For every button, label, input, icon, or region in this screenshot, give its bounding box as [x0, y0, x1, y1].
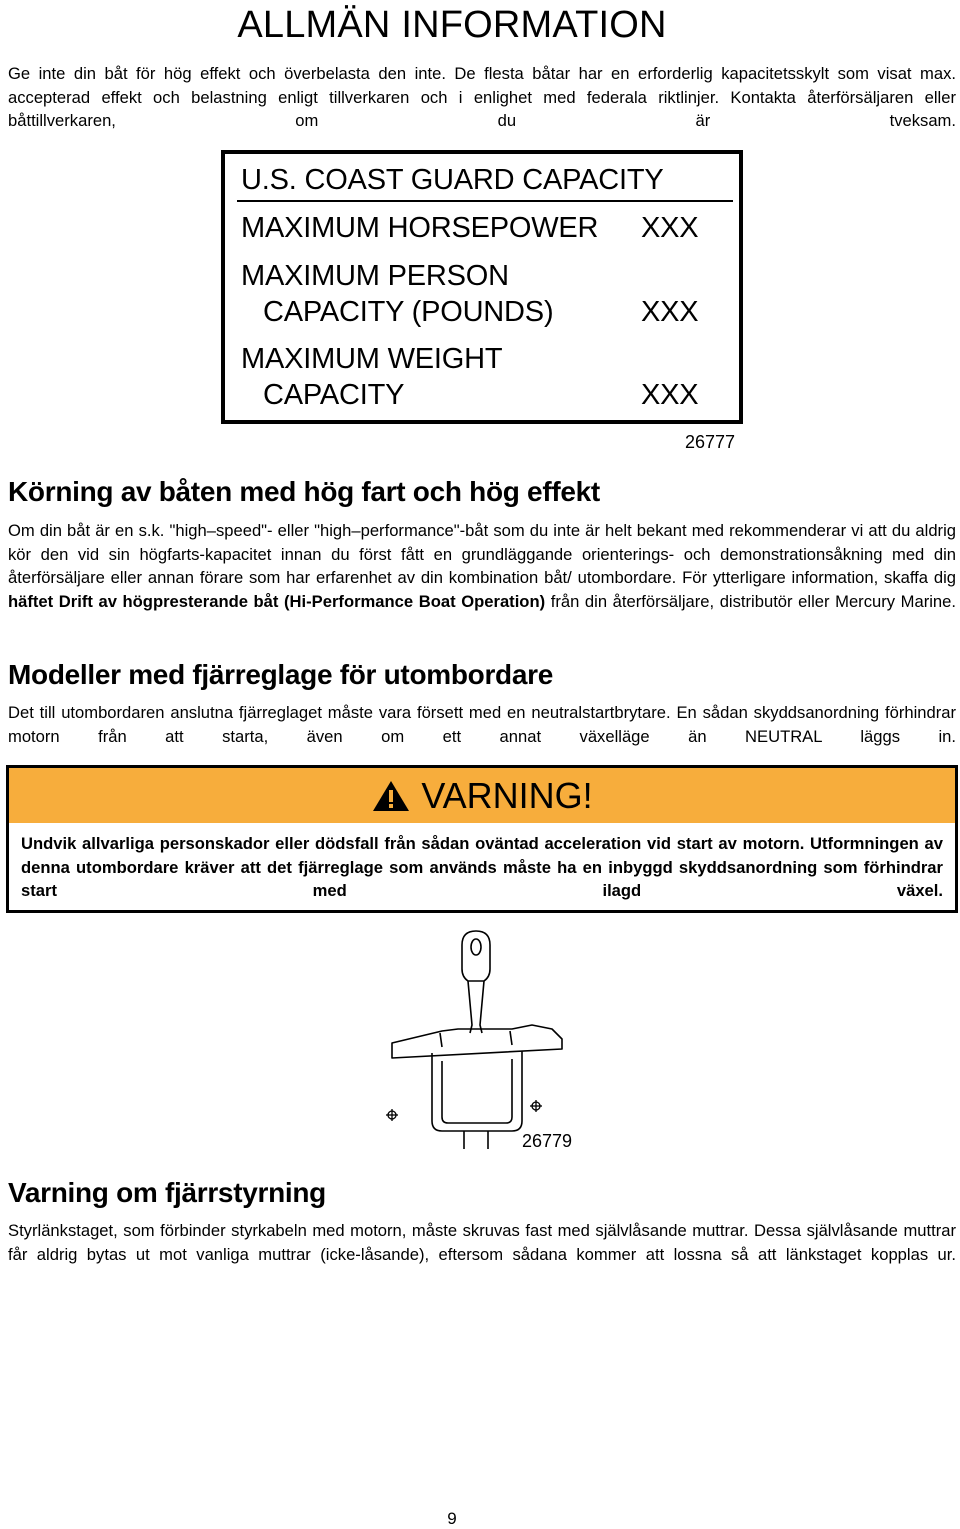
figure-number-remote: 26779 — [522, 1131, 573, 1151]
warning-title: VARNING! — [421, 774, 593, 816]
steering-paragraph: Styrlänkstaget, som förbinder styrkabeln med motorn, måste skruvas fast med självlåsande muttrar. Dessa självlåsande muttrar får aldrig bytas ut mot vanliga muttrar (icke-låsande), eftersom sådana kommer att lossna så att länkstaget kopplas ur. — [8, 1221, 956, 1264]
high-speed-text-part2: från din återförsäljare, distributör eller Mercury Marine. — [545, 591, 956, 611]
capacity-plate-divider — [237, 200, 733, 202]
warning-box — [6, 765, 958, 913]
capacity-plate — [221, 150, 743, 424]
max-weight-value: XXX — [641, 379, 699, 411]
warning-header — [9, 768, 955, 823]
max-horsepower-label: MAXIMUM HORSEPOWER — [241, 212, 599, 244]
max-horsepower-value: XXX — [641, 212, 699, 244]
high-speed-bold-booklet: häftet Drift av högpresterande båt (Hi-Performance Boat Operation) — [8, 591, 546, 611]
warning-triangle-icon — [371, 779, 411, 813]
high-speed-text-part1: Om din båt är en s.k. "high–speed"- eller "high–performance"-båt som du inte är helt bekant med rekommenderar vi att du aldrig kör den vid sin högfarts-kapacitet innan du först fått en grundläggande orienterings- och demonstrationsåkning med din återförsäljare eller annan förare som har erfarenhet av din kombination båt/ utombordare. För ytterligare information, skaffa dig — [8, 521, 956, 587]
warning-text: Undvik allvarliga personskador eller dödsfall från sådan oväntad acceleration vid start av motorn. Utformningen av denna utombordare kräver att det fjärreglage som används måste ha en inbyggd skyddsanordning som förhindrar start med ilagd växel. — [21, 834, 943, 900]
high-speed-paragraph — [8, 519, 956, 637]
max-person-label-line1: MAXIMUM PERSON — [241, 260, 509, 292]
page-title: ALLMÄN INFORMATION — [237, 4, 667, 46]
max-person-value: XXX — [641, 296, 699, 328]
heading-high-speed: Körning av båten med hög fart och hög effekt — [8, 476, 600, 507]
max-person-label-line2: CAPACITY (POUNDS) — [263, 296, 554, 328]
page-number: 9 — [447, 1509, 457, 1528]
remote-control-paragraph: Det till utombordaren anslutna fjärreglaget måste vara försett med en neutralstartbrytare. En sådan skyddsanordning förhindrar motorn från att starta, även om ett annat växelläge än NEUTRAL läggs in. — [8, 703, 956, 746]
intro-paragraph: Ge inte din båt för hög effekt och överbelasta den inte. De flesta båtar har en erforderlig kapacitetsskylt som visat max. accepterad effekt och belastning enligt tillverkaren och i enlighet med federala riktlinjer. Kontakta återförsäljaren eller båttillverkaren, om du är tveksam. — [8, 64, 956, 130]
remote-control-illustration — [380, 925, 580, 1153]
max-weight-label-line2: CAPACITY — [263, 379, 405, 411]
figure-number-capacity: 26777 — [685, 432, 736, 452]
heading-steering-warning: Varning om fjärrstyrning — [8, 1177, 326, 1208]
heading-remote-control: Modeller med fjärreglage för utombordare — [8, 659, 553, 690]
max-weight-label-line1: MAXIMUM WEIGHT — [241, 343, 503, 375]
capacity-plate-title: U.S. COAST GUARD CAPACITY — [241, 164, 664, 196]
